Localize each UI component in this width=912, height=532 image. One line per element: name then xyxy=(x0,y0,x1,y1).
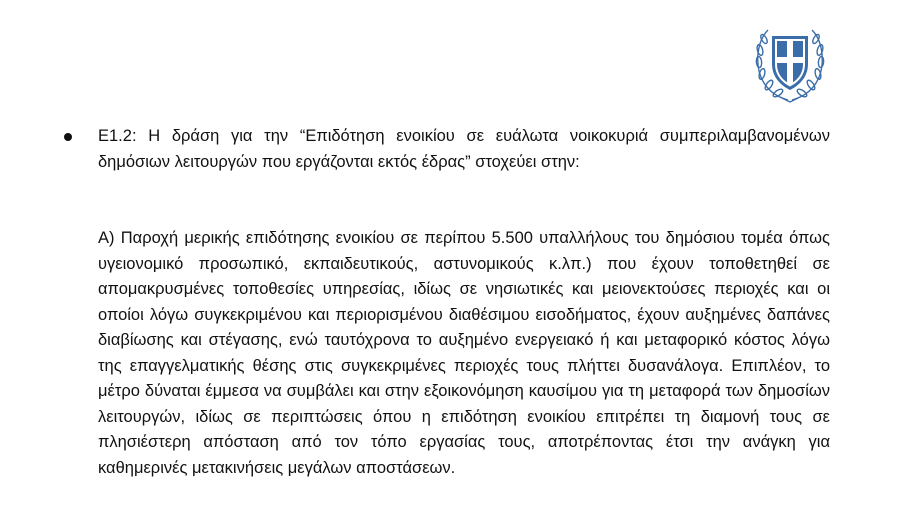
bullet-item-text: Ε1.2: Η δράση για την “Επιδότηση ενοικίου σε ευάλωτα νοικοκυριά συμπεριλαμβανομένων δημόσιων λειτουργών που εργάζονται εκτός έδρας” στοχεύει στην: xyxy=(98,127,830,171)
bullet-point xyxy=(64,133,72,141)
sub-item-text: Α) Παροχή μερικής επιδότησης ενοικίου σε περίπου 5.500 υπαλλήλους του δημόσιου τομέα όπως υγειονομικό προσωπικό, εκπαιδευτικούς, αστυνομικούς κ.λπ.) που έχουν τοποθετηθεί σε απομακρυσμένες τοποθεσίες υπηρεσίας, ιδίως σε νησιωτικές και μειονεκτούσες περιοχές και οι οποίοι λόγω συγκεκριμένου και περιορισμένου διαθέσιμου εισοδήματος, έχουν αυξημένες δαπάνες διαβίωσης και στέγασης, ενώ ταυτόχρονα το αυξημένο ενεργειακό ή και μεταφορικό κόστος λόγω της επαγγελματικής θέσης στις συγκεκριμένες περιοχές τους πλήττει δυσανάλογα. Επιπλέον, το μέτρο δύναται έμμεσα να συμβάλει και στην εξοικονόμηση καυσίμου για τη μεταφορά των δημοσίων λειτουργών, ιδίως σε περιπτώσεις όπου η επιδότηση ενοικίου επιτρέπει τη διαμονή τους σε πλησιέστερη απόσταση από τον τόπο εργασίας τους, αποτρέποντας έτσι την ανάγκη για καθημερινές μετακινήσεις μεγάλων αποστάσεων. xyxy=(98,229,830,477)
greek-state-emblem-icon xyxy=(752,20,828,104)
